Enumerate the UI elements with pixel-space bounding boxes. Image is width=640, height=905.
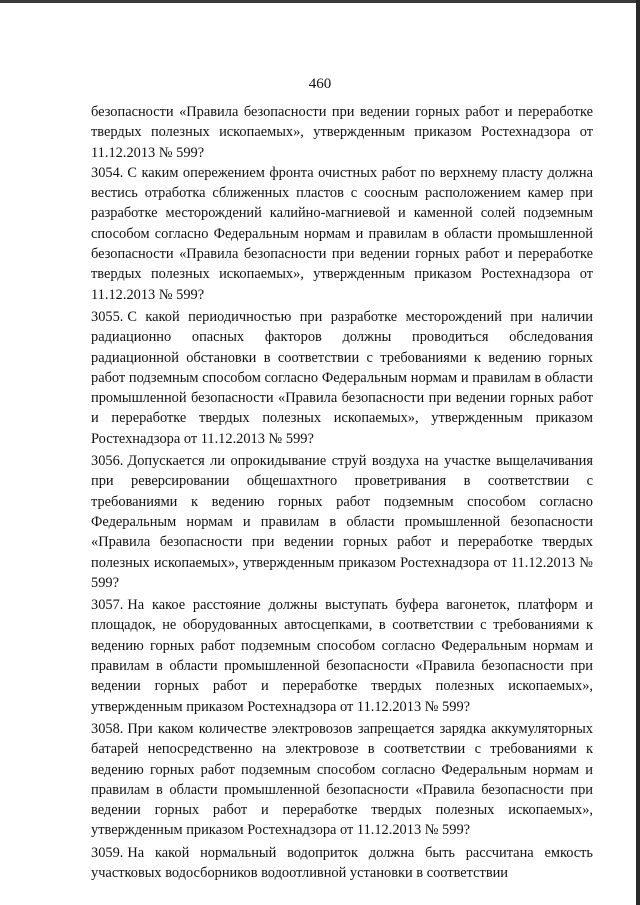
question-text: Допускается ли опрокидывание струй воздуха на участке выщелачивания при реверсировании общешахтного проветривания в соответствии с требованиями к ведению горных работ подземным способом согласно Федеральным нормам и правилам в области промышленной безопасности «Правила безопасности при ведении горных работ и переработке твердых полезных ископаемых», утвержденным приказом Ростехнадзора от 11.12.2013 № 599?	[91, 453, 593, 591]
question-3059	[91, 843, 593, 884]
question-3058	[91, 719, 593, 841]
continuation-paragraph	[91, 102, 593, 163]
question-text: На какой нормальный водоприток должна быть рассчитана емкость участковых водосборников водоотливной установки в соответствии	[91, 844, 593, 881]
scan-edge-right	[636, 0, 640, 905]
question-number: 3057.	[91, 597, 124, 614]
scan-edge-top	[0, 0, 640, 3]
question-number: 3059.	[91, 844, 124, 861]
question-text: На какое расстояние должны выступать буфера вагонеток, платформ и площадок, не оборудованных автосцепками, в соответствии с требованиями к ведению горных работ подземным способом согласно Федеральным нормам и правилам в области промышленной безопасности «Правила безопасности при ведении горных работ и переработке твердых полезных ископаемых», утвержденным приказом Ростехнадзора от 11.12.2013 № 599?	[91, 597, 593, 715]
question-text: С какой периодичностью при разработке месторождений при наличии радиационно опасных факторов должны проводиться обследования радиационной обстановки в соответствии с требованиями к ведению горных работ подземным способом согласно Федеральным нормам и правилам в области промышленной безопасности «Правила безопасности при ведении горных работ и переработке твердых полезных ископаемых», утвержденным приказом Ростехнадзора от 11.12.2013 № 599?	[91, 308, 593, 447]
question-3055	[91, 307, 593, 449]
question-number: 3058.	[91, 720, 124, 737]
question-3056	[91, 451, 593, 593]
question-number: 3055.	[91, 308, 124, 325]
question-number: 3056.	[91, 453, 124, 470]
question-text: С каким опережением фронта очистных работ по верхнему пласту должна вестись отработка сближенных пластов с соосным расположением камер при разработке месторождений калийно-магниевой и каменной солей подземным способом согласно Федеральным нормам и правилам в области промышленной безопасности «Правила безопасности при ведении горных работ и переработке твердых полезных ископаемых», утвержденным приказом Ростехнадзора от 11.12.2013 № 599?	[91, 164, 593, 303]
page-number: 460	[308, 76, 332, 92]
question-3057	[91, 595, 593, 717]
question-3054	[91, 163, 593, 305]
document-body	[91, 102, 593, 883]
paragraph-text: безопасности «Правила безопасности при ведении горных работ и переработке твердых полезных ископаемых», утвержденным приказом Ростехнадзора от 11.12.2013 № 599?	[91, 104, 593, 161]
question-text: При каком количестве электровозов запрещается зарядка аккумуляторных батарей непосредственно на электровозе в соответствии с требованиями к ведению горных работ подземным способом согласно Федеральным нормам и правилам в области промышленной безопасности «Правила безопасности при ведении горных работ и переработке твердых полезных ископаемых», утвержденным приказом Ростехнадзора от 11.12.2013 № 599?	[91, 720, 593, 839]
question-number: 3054.	[91, 164, 124, 181]
